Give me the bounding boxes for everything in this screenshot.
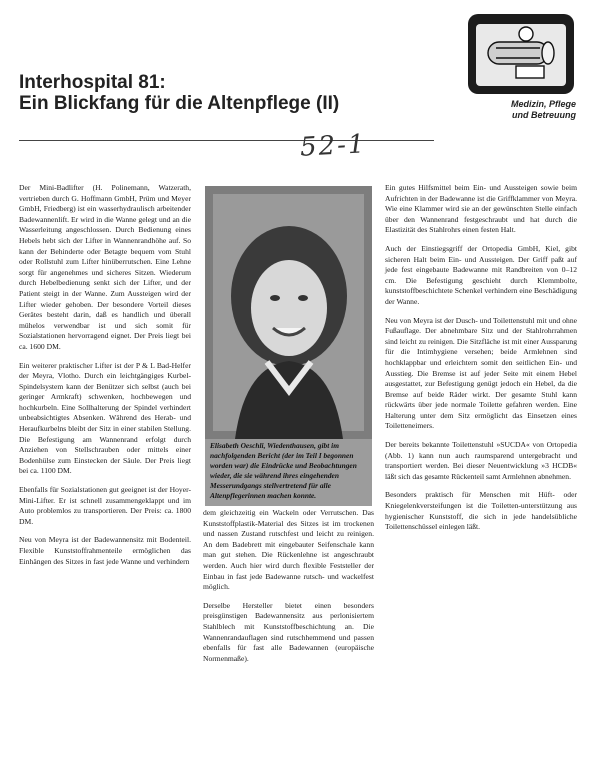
section-label-line1: Medizin, Pflege: [510, 99, 576, 109]
paragraph: Der bereits bekannte Toilettenstuhl »SUCDA« von Ortopedia (Abb. 1) kann nun auch raumsparend untergebracht und transportiert werden. Bei dieser Neuentwicklung »3 HCDB« läßt sich das gesamte Rückenteil samt Armlehnen abnehmen.: [385, 440, 577, 481]
paragraph: Ebenfalls für Sozialstationen gut geeignet ist der Hoyer-Mini-Lifter. Er ist schnell zusammengeklappt und im Auto problemlos zu transportieren. Der Preis: ca. 1800 DM.: [19, 485, 191, 526]
article-title-line2: Ein Blickfang für die Altenpflege (II): [19, 93, 340, 114]
paragraph: dem gleichzeitig ein Wackeln oder Verrutschen. Das Kunststoffplastik-Material des Sitzes ist im trockenen und nassen Zustand rutschfest und leicht zu reinigen. An dem Badebrett mit eingebauter Seifenschale kann man gut stehen. Die Rückenlehne ist angeschraubt werden. Auch hier wird durch flexible Feststeller der Einbau in fast jede Badewanne rutsch- und wackelfest möglich.: [203, 508, 374, 592]
paragraph: Ein weiterer praktischer Lifter ist der P & L Bad-Helfer der Meyra, Vlotho. Durch ein leichtgängiges Kurbel-Spindelsystem kann der Benützer sich selbst (auch bei geringer Armkraft) schwenken, hochbewegen und hochkurbeln. Eine Sollhalterung der Spindel verhindert unbeabsichtigtes Absenken. Während des Herab- und Heraufkurbelns bleibt der Sitz in einer stabilen Stellung. Die Befestigung am Wannenrand erfolgt durch Anziehen von Stellschrauben oder mittels einer Bodenhülse zum Einstecken der Säule. Der Preis liegt bei ca. 1100 DM.: [19, 360, 191, 476]
paragraph: Neu von Meyra ist der Badewannensitz mit Bodenteil. Flexible Kunststoffrahmenteile ermöglichen das Einhängen des Sitzes in fast jede Wanne und verhindern: [19, 535, 191, 566]
photo-caption: Elisabeth Oeschli, Wiedenthausen, gibt im nachfolgenden Bericht (der im Teil I begonnen worden war) die Eindrücke und Beobachtungen wieder, die sie während ihres eingehenden Messerundgangs stellvertretend für alle Altenpflegerinnen machen konnte.: [210, 441, 357, 500]
paragraph: Auch der Einstiegsgriff der Ortopedia GmbH, Kiel, gibt sicheren Halt beim Ein- und Aussteigen. Der Griff paßt auf jede fest eingebaute Badewanne mit Randbreiten von 0–12 cm. Die Befestigung geschieht durch Klemmbolte, kunststoffbeschichtete Schenkel verhindern eine Beschädigung der Wanne.: [385, 243, 577, 306]
article-column-3: [385, 183, 577, 541]
article-column-1: [19, 183, 191, 575]
paragraph: Besonders praktisch für Menschen mit Hüft- oder Kniegelenkversteifungen ist die Toiletten-unterstützung aus hygienischer Kunststoff, die sich in jede handelsübliche Toilettenschüssel einlegen läßt.: [385, 490, 577, 532]
portrait-image-icon: [205, 186, 372, 439]
handwritten-note: 52-1: [299, 129, 368, 163]
paragraph: Neu von Meyra ist der Dusch- und Toilettenstuhl mit und ohne Fußauflage. Der abnehmbare Sitz und der Stahlrohrrahmen sind leicht zu reinigen. Die Sitzfläche ist mit einer Aussparung für die Intimhygiene versehen; beide Armlehnen sind hochklappbar und erleichtern somit den seitlichen Ein- und Ausstieg. Die Bremse ist auf jeder Seite mit einem Hebel ausgestattet, zur Befestigung genügt jedoch ein Hebel, da die Bremse auf beide Räder wirkt. Der gesamte Stuhl kann rückwärts über jede normale Toilette gefahren werden. Eine Halterung unter dem Sitz ermöglicht das Einsetzen eines Toiletteneimers.: [385, 315, 577, 431]
section-label-line2: und Betreuung: [512, 110, 576, 120]
article-title: [19, 72, 439, 114]
portrait-photo: [205, 186, 372, 439]
paragraph: Ein gutes Hilfsmittel beim Ein- und Aussteigen sowie beim Aufrichten in der Badewanne ist die Griffklammer von Meyra. Wie eine Klammer wird sie an der gewünschten Stelle einfach über den Wannenrand festgeschraubt und hat durch die Elastizität des Stahlrohrs einen festen Halt.: [385, 183, 577, 235]
title-rule: [19, 140, 434, 141]
section-logo-icon: [466, 12, 576, 96]
paragraph: Der Mini-Badlifter (H. Polinemann, Watzerath, vertrieben durch G. Hoffmann GmbH, Prüm und Meyer GmbH, Friedberg) ist ein wasserhydraulisch arbeitender Badewannenlift. Er wird in die Wanne gelegt und an die Wasserleitung angeschlossen. Durch Bedienung eines Hebels hebt sich der Lifter in Wannenrandhöhe auf. So kann der Behinderte oder Betagte bequem vom Stuhl oder Rollstuhl zum Lifter hinüberrutschen. Eine Lehne sorgt für angenehmes und sicheres Sitzen. Wiederum durch Hebelbedienung senkt sich der Lifter, und der Patient steigt in der Wanne. Zum Aussteigen wird der Lifter wieder gehoben. Der besondere Vorteil dieses Gerätes besteht darin, daß es handlich und überall mühelos verwendbar ist und sich somit für Sozialstationen hervorragend eignet. Der Preis liegt bei ca. 1600 DM.: [19, 183, 191, 351]
article-title-line1: Interhospital 81:: [19, 72, 166, 93]
article-column-2: [203, 508, 374, 672]
paragraph: Derselbe Hersteller bietet einen besonders preisgünstigen Badewannensitz aus perlonisiertem Stahlblech mit Kunststoffbeschichtung an. Die Wannenrandauflagen sind rutschhemmend und passen ebenfalls für fast alle Badewannen (europäische Normenmaße).: [203, 600, 374, 663]
section-label: [430, 99, 576, 121]
